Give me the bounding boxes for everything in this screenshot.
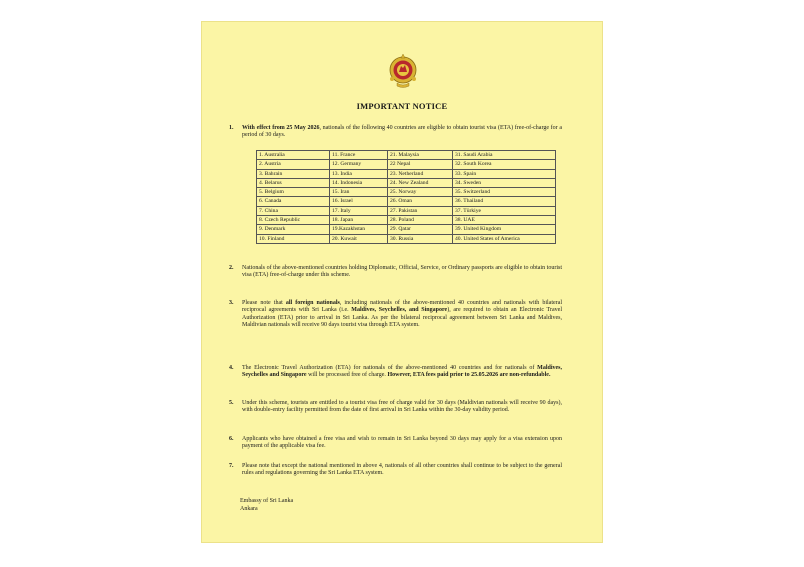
- country-cell: 25. Norway: [388, 188, 453, 197]
- table-row: [257, 216, 556, 225]
- country-cell: 38. UAE: [453, 216, 556, 225]
- item-text: Nationals of the above-mentioned countries holding Diplomatic, Official, Service, or Ordinary passports are eligible to obtain tourist visa (ETA) free-of-charge under this scheme.: [242, 265, 562, 279]
- country-cell: 15. Iran: [330, 188, 388, 197]
- country-cell: 1. Australia: [257, 151, 330, 160]
- country-cell: 40. United States of America: [453, 234, 556, 243]
- table-row: [257, 151, 556, 160]
- item-text: Under this scheme, tourists are entitled to a tourist visa free of charge valid for 30 days (Maldivian nationals will receive 90 days), with double-entry facility permitted from the date of first arrival in Sri Lanka within the 30-day validity period.: [242, 400, 562, 414]
- country-cell: 7. China: [257, 206, 330, 215]
- country-cell: 21. Malaysia: [388, 151, 453, 160]
- notice-item-6: [229, 436, 562, 451]
- country-cell: 12. Germany: [330, 160, 388, 169]
- item-emphasis: all foreign nationals: [285, 300, 340, 306]
- signature-city: Ankara: [240, 505, 258, 512]
- notice-page: [201, 21, 603, 543]
- item-emphasis: However, ETA fees paid prior to 25.05.2026 are non-refundable.: [387, 372, 551, 379]
- item-number: 6.: [229, 436, 234, 442]
- item-emphasis: Maldives, Seychelles and Singapore: [242, 365, 562, 379]
- table-row: [257, 234, 556, 243]
- item-text: Applicants who have obtained a free visa and wish to remain in Sri Lanka beyond 30 days may apply for a visa extension upon payment of the applicable visa fee.: [242, 436, 562, 450]
- notice-item-1: [229, 125, 562, 140]
- item-text: , including nationals of the above-mentioned 40 countries and nationals with bilateral reciprocal agreements with Sri Lanka (i.e.: [242, 300, 562, 314]
- country-cell: 13. India: [330, 169, 388, 178]
- country-cell: 26. Oman: [388, 197, 453, 206]
- table-row: [257, 225, 556, 234]
- country-cell: 23. Netherland: [388, 169, 453, 178]
- item-text: , nationals of the following 40 countries are eligible to obtain tourist visa (ETA) free-of-charge for a period of 30 days.: [242, 125, 562, 139]
- item-text: will be processed free of charge.: [306, 372, 388, 379]
- item-emphasis: Maldives, Seychelles, and Singapore: [351, 307, 448, 314]
- country-cell: 31. Saudi Arabia: [453, 151, 556, 160]
- notice-title: IMPORTANT NOTICE: [356, 101, 448, 111]
- item-number: 3.: [229, 300, 234, 306]
- table-row: [257, 206, 556, 215]
- country-cell: 3. Bahrain: [257, 169, 330, 178]
- country-cell: 33. Spain: [453, 169, 556, 178]
- country-cell: 17. Italy: [330, 206, 388, 215]
- country-cell: 9. Denmark: [257, 225, 330, 234]
- table-row: [257, 160, 556, 169]
- country-cell: 6. Canada: [257, 197, 330, 206]
- table-row: [257, 178, 556, 187]
- country-cell: 35. Switzerland: [453, 188, 556, 197]
- country-cell: 37. Türkiye: [453, 206, 556, 215]
- item-number: 4.: [229, 365, 234, 371]
- item-number: 1.: [229, 125, 234, 131]
- table-row: [257, 188, 556, 197]
- countries-table: [256, 150, 556, 244]
- signature-block: [240, 498, 293, 513]
- item-number: 2.: [229, 265, 234, 271]
- effective-date: With effect from 25 May 2026: [242, 125, 320, 131]
- notice-item-2: [229, 265, 562, 280]
- country-cell: 22 Nepal: [388, 160, 453, 169]
- item-text: ), are required to obtain an Electronic Travel Authorization (ETA) prior to arrival in Sri Lanka. As per the bilateral reciprocal agreement between Sri Lanka and Maldives, Maldivian nationals will receive 90 days tourist visa through ETA system.: [242, 307, 562, 329]
- country-cell: 39. United Kingdom: [453, 225, 556, 234]
- item-number: 5.: [229, 400, 234, 406]
- item-text: Please note that: [242, 300, 286, 306]
- country-cell: 29. Qatar: [388, 225, 453, 234]
- country-cell: 24. New Zealand: [388, 178, 453, 187]
- country-cell: 19.Kazakhstan: [330, 225, 388, 234]
- country-cell: 5. Belgium: [257, 188, 330, 197]
- item-text: The Electronic Travel Authorization (ETA) for nationals of the above-mentioned 40 countries and for nationals of: [242, 365, 538, 371]
- country-cell: 20. Kuwait: [330, 234, 388, 243]
- country-cell: 14. Indonesia: [330, 178, 388, 187]
- country-cell: 18. Japan: [330, 216, 388, 225]
- country-cell: 2. Austria: [257, 160, 330, 169]
- country-cell: 28. Poland: [388, 216, 453, 225]
- signature-embassy: Embassy of Sri Lanka: [240, 498, 294, 504]
- country-cell: 32. South Korea: [453, 160, 556, 169]
- table-row: [257, 197, 556, 206]
- notice-item-7: [229, 463, 562, 478]
- country-cell: 11. France: [330, 151, 388, 160]
- country-cell: 8. Czech Republic: [257, 216, 330, 225]
- notice-item-4: [229, 365, 562, 380]
- item-text: Please note that except the national mentioned in above 4, nationals of all other countries shall continue to be subject to the general rules and regulations governing the Sri Lanka ETA system.: [242, 463, 562, 477]
- item-number: 7.: [229, 463, 234, 469]
- notice-item-3: [229, 300, 562, 330]
- country-cell: 34. Sweden: [453, 178, 556, 187]
- country-cell: 27. Pakistan: [388, 206, 453, 215]
- country-cell: 30. Russia: [388, 234, 453, 243]
- country-cell: 10. Finland: [257, 234, 330, 243]
- country-cell: 4. Belarus: [257, 178, 330, 187]
- sri-lanka-emblem-icon: [388, 53, 418, 89]
- notice-item-5: [229, 400, 562, 415]
- country-cell: 16. Israel: [330, 197, 388, 206]
- country-cell: 36. Thailand: [453, 197, 556, 206]
- table-row: [257, 169, 556, 178]
